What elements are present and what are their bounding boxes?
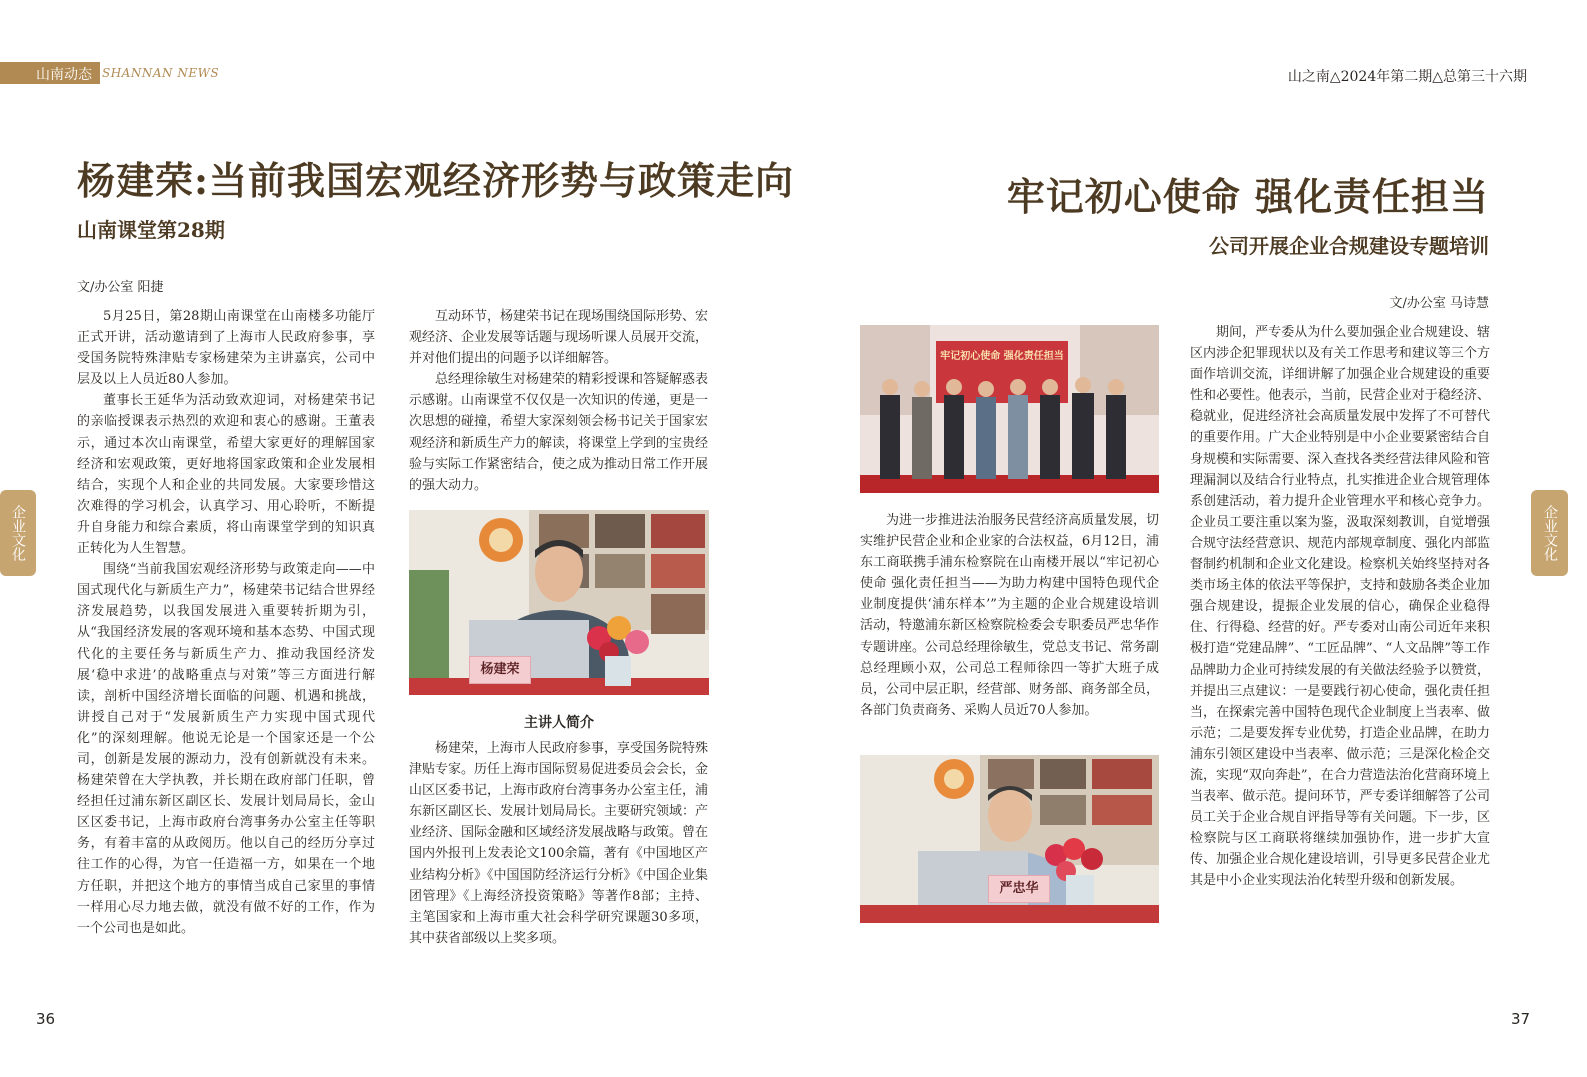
section-name-en: SHANNAN NEWS [102, 66, 220, 80]
paragraph: 为进一步推进法治服务民营经济高质量发展，切实维护民营企业和企业家的合法权益，6月12日，浦东工商联携手浦东检察院在山南楼开展以“牢记初心使命 强化责任担当——为助力构建中国特色现代企业制度提供‘浦东样本’”为主题的企业合规建设培训活动，特邀浦东新区检察院检委会专职委员严忠华作专题讲座。公司总经理徐敏生，党总支书记、常务副总经理顾小双，公司总工程师徐四一等扩大班子成员，公司中层正职，经营部、财务部、商务部全员，各部门负责商务、采购人员近70人参加。 [860, 513, 1160, 718]
right-page-number: 37 [1511, 1010, 1531, 1028]
right-side-tab: 企业文化 [1531, 490, 1568, 576]
left-article-subtitle: 山南课堂第28期 [77, 218, 225, 242]
screen-banner-text: 牢记初心使命 强化责任担当 [940, 351, 1064, 362]
left-side-tab: 企业文化 [0, 490, 36, 576]
paragraph: 互动环节，杨建荣书记在现场围绕国际形势、宏观经济、企业发展等话题与现场听课人员展开交流，并对他们提出的问题予以详细解答。 [409, 309, 709, 367]
left-byline: 文/办公室 阳捷 [77, 280, 164, 295]
paragraph: 5月25日，第28期山南课堂在山南楼多功能厅正式开讲，活动邀请到了上海市人民政府参事，享受国务院特殊津贴专家杨建荣为主讲嘉宾，公司中层及以上人员近80人参加。 [77, 309, 375, 388]
right-article-title: 牢记初心使命 强化责任担当 [1006, 174, 1489, 219]
left-article-title: 杨建荣:当前我国宏观经济形势与政策走向 [77, 158, 795, 203]
right-column-1 [860, 510, 1159, 721]
left-column-2 [409, 306, 708, 496]
issue-info: 山之南△2024年第二期△总第三十六期 [1287, 69, 1527, 85]
bio-title: 主讲人简介 [524, 715, 594, 731]
lecturer-name-card: 严忠华 [988, 875, 1050, 903]
speaker-bio [409, 738, 708, 949]
group-photo [860, 325, 1159, 493]
lecturer-photo [860, 755, 1159, 923]
right-article-subtitle: 公司开展企业合规建设专题培训 [1209, 234, 1489, 258]
paragraph: 围绕“当前我国宏观经济形势与政策走向——中国式现代化与新质生产力”，杨建荣书记结合世界经济发展趋势，以我国发展进入重要转折期为引，从“我国经济发展的客观环境和基本态势、中国式现代化的主要任务与新质生产力、推动我国经济发展‘稳中求进’的战略重点与对策”等三方面进行解读，剖析中国经济增长面临的问题、机遇和挑战，讲授自己对于“发展新质生产力实现中国式现代化”的深刻理解。他说无论是一个国家还是一个公司，创新是发展的源动力，没有创新就没有未来。杨建荣曾在大学执教，并长期在政府部门任职，曾经担任过浦东新区副区长、发展计划局局长，金山区区委书记，上海市政府台湾事务办公室主任等职务，有着丰富的从政阅历。他以自己的经历分享过往工作的心得，为官一任造福一方，如果在一个地方任职，并把这个地方的事情当成自己家里的事情一样用心尽力地去做，就没有做不好的工作，作为一个公司也是如此。 [77, 562, 375, 936]
section-name: 山南动态 [36, 67, 92, 83]
right-byline: 文/办公室 马诗慧 [1389, 296, 1489, 311]
speaker-name-card: 杨建荣 [469, 656, 531, 684]
paragraph: 杨建荣，上海市人民政府参事，享受国务院特殊津贴专家。历任上海市国际贸易促进委员会会长，金山区区委书记，上海市政府台湾事务办公室主任，浦东新区副区长、发展计划局局长。主要研究领域：产业经济、国际金融和区域经济发展战略与政策。曾在国内外报刊上发表论文100余篇，著有《中国地区产业结构分析》《中国国防经济运行分析》《中国企业集团管理》《上海经济投资策略》等著作8部；主持、主笔国家和上海市重大社会科学研究课题30多项，其中获省部级以上奖多项。 [409, 741, 709, 946]
left-column-1 [77, 306, 375, 939]
section-tab [0, 62, 100, 84]
right-column-2 [1190, 322, 1490, 892]
left-page-number: 36 [36, 1010, 56, 1028]
paragraph: 期间，严专委从为什么要加强企业合规建设、辖区内涉企犯罪现状以及有关工作思考和建议等三个方面作培训交流，详细讲解了加强企业合规建设的重要性和必要性。他表示，当前，民营企业对于稳经济、稳就业，促进经济社会高质量发展中发挥了不可替代的重要作用。广大企业特别是中小企业要紧密结合自身规模和实际需要、深入查找各类经营法律风险和管理漏洞以及结合行业特点，扎实推进企业合规管理体系创建活动，着力提升企业管理水平和核心竞争力。企业员工要注重以案为鉴，汲取深刻教训，自觉增强合规守法经营意识、规范内部规章制度、强化内部监督制约机制和企业文化建设。检察机关始终坚持对各类市场主体的依法平等保护，支持和鼓励各类企业加强合规建设，提振企业发展的信心，确保企业稳得住、行得稳、经营的好。严专委对山南公司近年来积极打造“党建品牌”、“工匠品牌”、“人文品牌”等工作品牌助力企业可持续发展的有关做法经验予以赞赏，并提出三点建议：一是要践行初心使命，强化责任担当，在探索完善中国特色现代企业制度上当表率、做示范；二是要发挥专业优势，打造企业品牌，在助力浦东引领区建设中当表率、做示范；三是深化检企交流，实现“双向奔赴”，在合力营造法治化营商环境上当表率、做示范。提问环节，严专委详细解答了公司员工关于企业合规自评指导等有关问题。下一步，区检察院与区工商联将继续加强协作，进一步扩大宣传、加强企业合规化建设培训，引导更多民营企业尤其是中小企业实现法治化转型升级和创新发展。 [1190, 325, 1490, 889]
paragraph: 总经理徐敏生对杨建荣的精彩授课和答疑解惑表示感谢。山南课堂不仅仅是一次知识的传递，更是一次思想的碰撞，希望大家深刻领会杨书记关于国家宏观经济和新质生产力的解读，将课堂上学到的宝贵经验与实际工作紧密结合，使之成为推动日常工作开展的强大动力。 [409, 372, 709, 493]
paragraph: 董事长王延华为活动致欢迎词，对杨建荣书记的亲临授课表示热烈的欢迎和衷心的感谢。王董表示，通过本次山南课堂，希望大家更好的理解国家经济和宏观政策，更好地将国家政策和企业发展相结合，实现个人和企业的共同发展。大家要珍惜这次难得的学习机会，认真学习、用心聆听，不断提升自身能力和综合素质，将山南课堂学到的知识真正转化为人生智慧。 [77, 393, 375, 557]
speaker-photo [409, 510, 709, 695]
